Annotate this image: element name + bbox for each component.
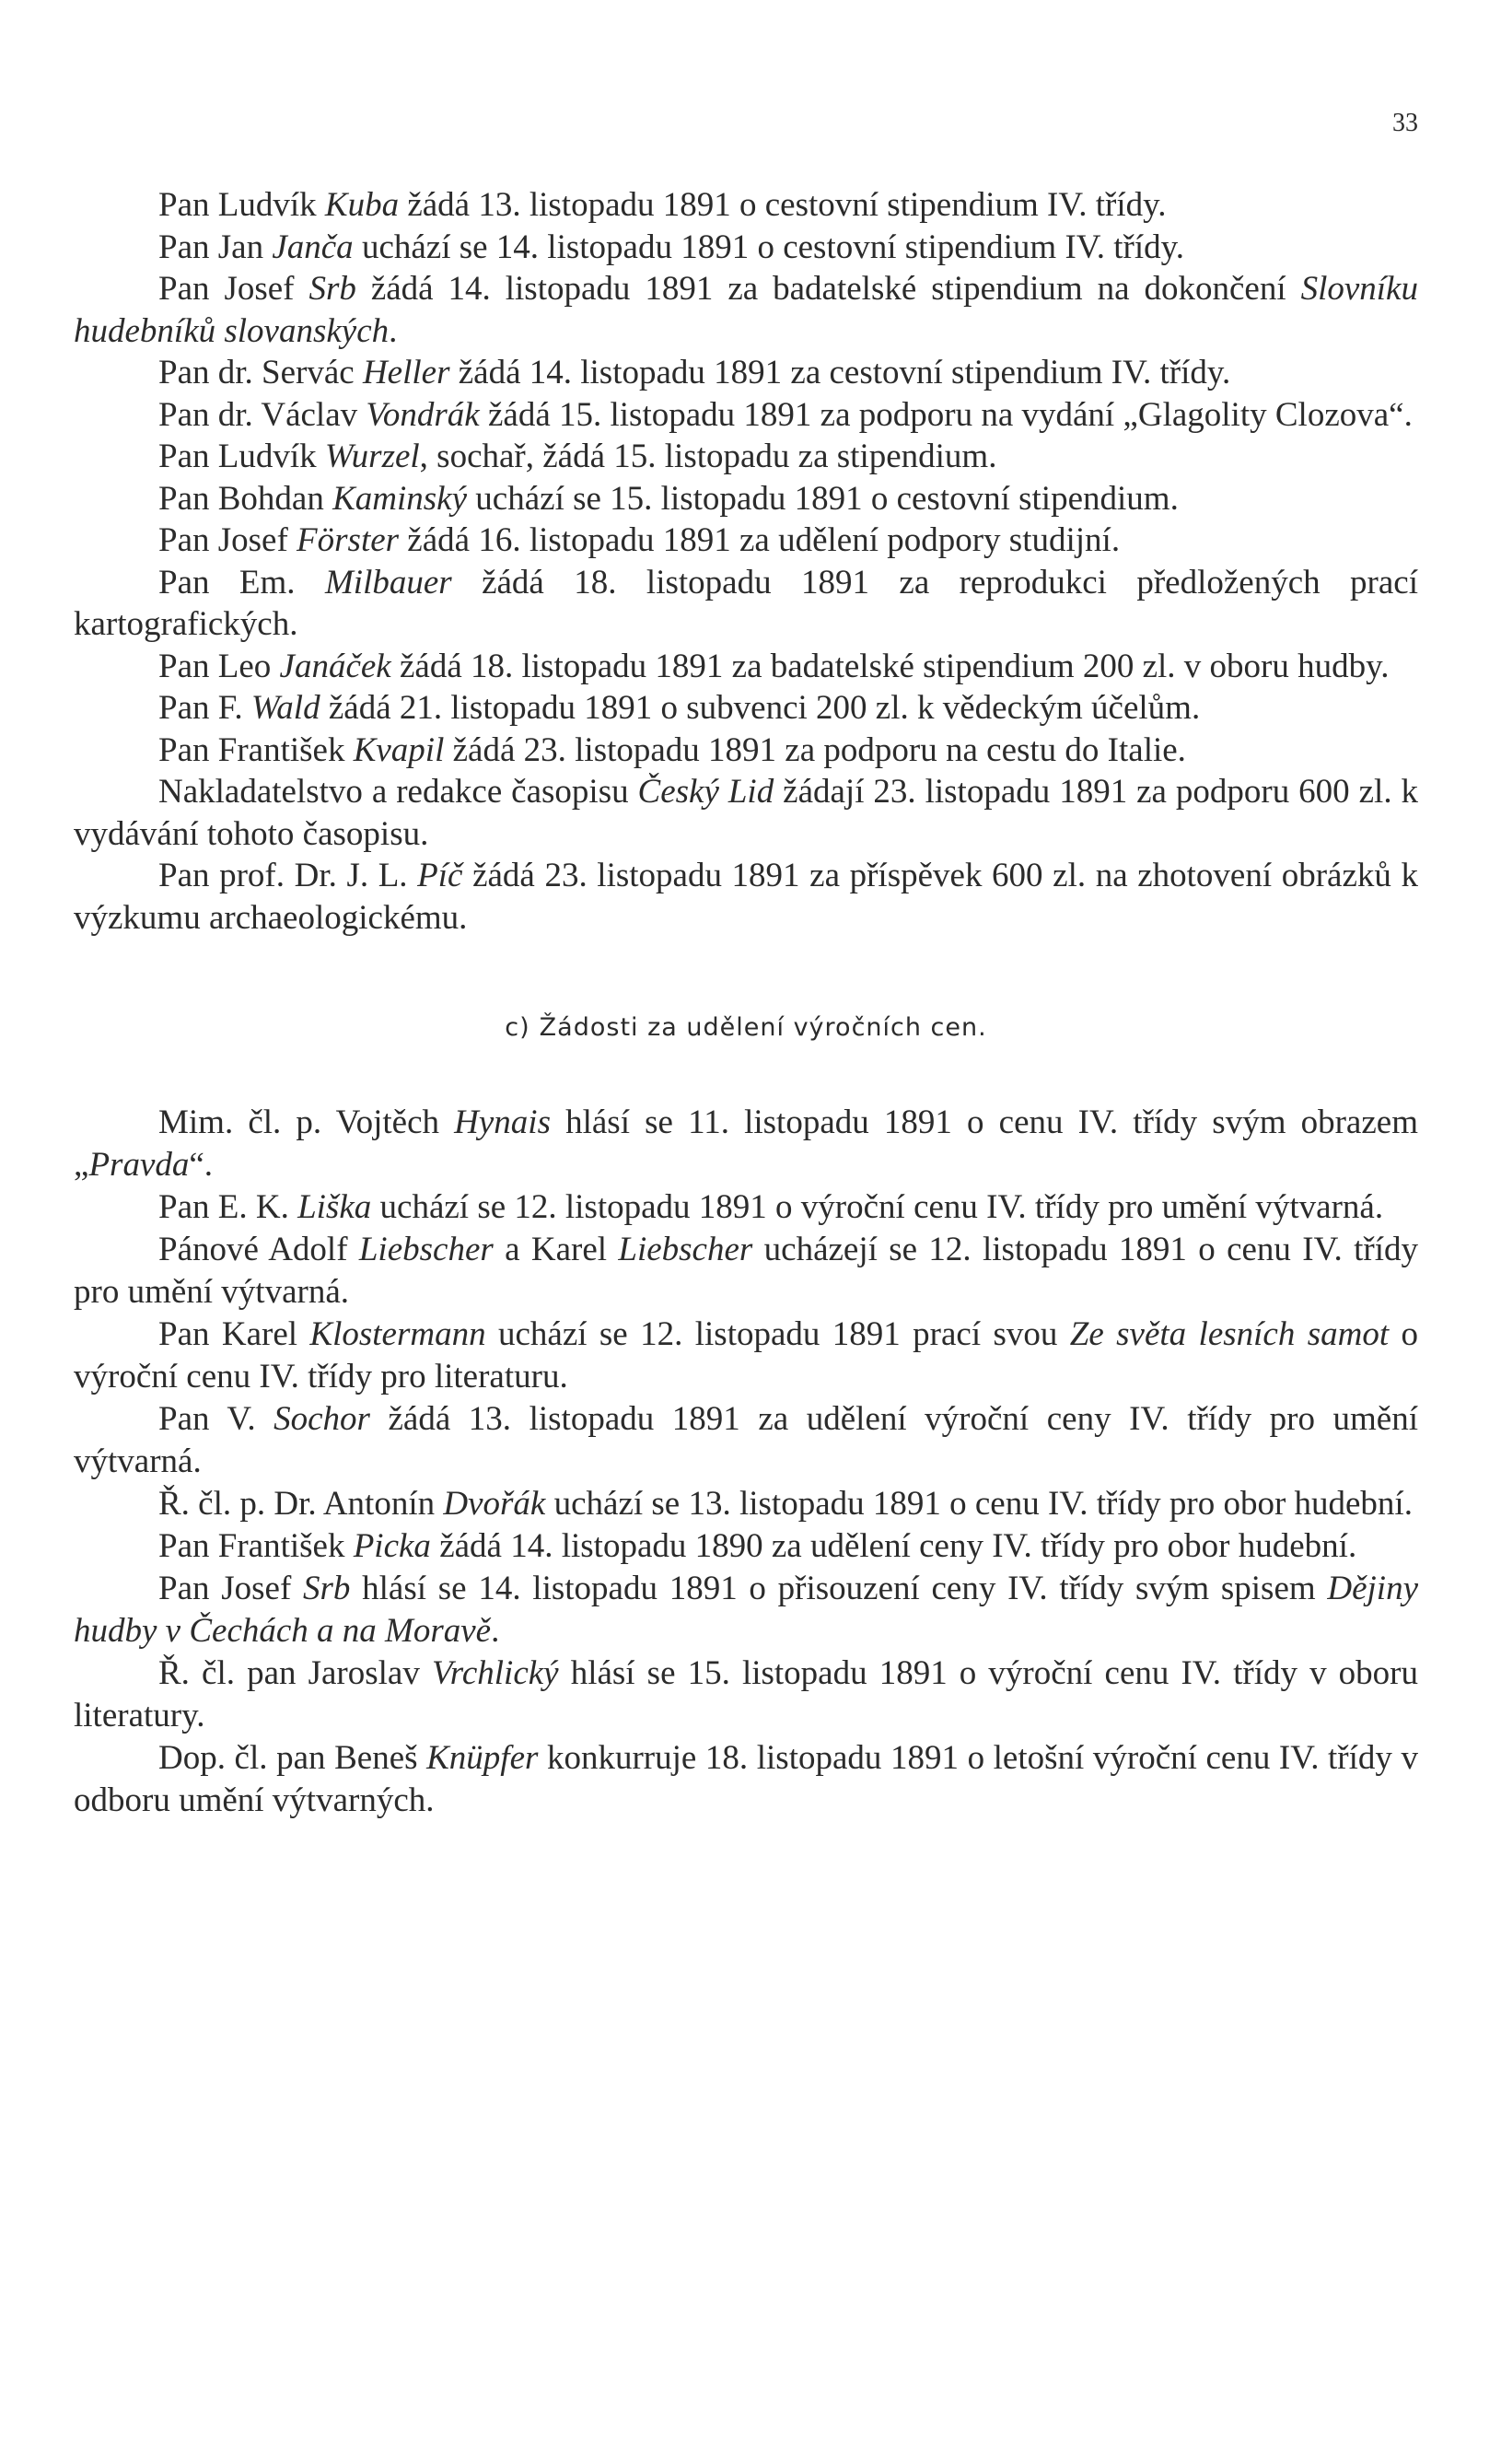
- entry-paragraph: [74, 436, 1418, 478]
- entry-name: Vrchlický: [431, 1654, 559, 1692]
- entry-paragraph: [74, 227, 1418, 269]
- entry-name: Janáček: [279, 647, 391, 685]
- section-title: Žádosti za udělení výročních cen.: [539, 1013, 987, 1042]
- entry-text: .: [389, 311, 398, 350]
- entry-name: Förster: [297, 521, 400, 559]
- entry-name: Liebscher: [358, 1231, 494, 1268]
- entry-name: Heller: [362, 354, 450, 391]
- entry-name: Srb: [308, 270, 356, 308]
- entry-paragraph: [74, 1186, 1418, 1229]
- entry-paragraph: [74, 646, 1418, 688]
- entry-paragraph: [74, 478, 1418, 520]
- entry-name: Wurzel: [324, 438, 420, 475]
- entry-text: Pan dr. Václav: [158, 395, 367, 434]
- entry-paragraph: [74, 1314, 1418, 1398]
- entry-name: Janča: [272, 228, 354, 266]
- entry-name: Kaminský: [332, 479, 468, 518]
- entry-text: žádá 13. listopadu 1891 o cestovní stipendium IV. třídy.: [399, 186, 1167, 224]
- entry-text: žádají 23. listopadu 1891 za podporu 600 zl. k vydávání tohoto časopisu.: [74, 773, 1419, 853]
- entry-text: Pan Leo: [158, 647, 280, 685]
- entry-text: Ř. čl. p. Dr. Antonín: [158, 1485, 444, 1523]
- entry-text: Pan Ludvík: [158, 438, 325, 475]
- entry-paragraph: [74, 520, 1418, 562]
- entry-paragraph: [74, 730, 1418, 772]
- section-prize-requests: [74, 1102, 1418, 1822]
- entry-text: uchází se 14. listopadu 1891 o cestovní stipendium IV. třídy.: [353, 228, 1184, 266]
- entry-text: Dop. čl. pan Beneš: [158, 1739, 427, 1777]
- entry-paragraph: [74, 1568, 1418, 1652]
- entry-text: žádá 23. listopadu 1891 za podporu na cestu do Italie.: [444, 730, 1186, 769]
- entry-text: hlásí se 14. listopadu 1891 o přisouzení ceny IV. třídy svým spisem: [350, 1570, 1328, 1607]
- entry-title: Ze světa lesních samot: [1069, 1315, 1390, 1353]
- entry-paragraph: [74, 1102, 1418, 1186]
- entry-text: .: [491, 1612, 500, 1650]
- entry-name: Picka: [353, 1527, 431, 1565]
- entry-title: Pravda: [88, 1146, 190, 1184]
- entry-text: Pan František: [158, 1527, 354, 1565]
- entry-text: Pan prof. Dr. J. L.: [158, 857, 418, 894]
- entry-text: Pan Josef: [158, 1570, 304, 1607]
- entry-text: o výroční cenu IV. třídy pro literaturu.: [74, 1315, 1419, 1395]
- entry-paragraph: [74, 1652, 1418, 1737]
- entry-title: Slovníku hudebníků slovanských: [74, 270, 1418, 350]
- entry-title: Dějiny hudby v Čechách a na Moravě: [74, 1570, 1418, 1650]
- entry-text: hlásí se 11. listopadu 1891 o cenu IV. třídy svým obrazem „: [74, 1104, 1418, 1184]
- entry-text: Pan Bohdan: [158, 479, 333, 518]
- page-number: 33: [1392, 109, 1418, 137]
- entry-name: Kvapil: [353, 730, 445, 769]
- entry-paragraph: [74, 855, 1418, 939]
- entry-paragraph: [74, 394, 1418, 437]
- entry-paragraph: [74, 562, 1418, 646]
- entry-text: a Karel: [493, 1231, 619, 1268]
- entry-text: Ř. čl. pan Jaroslav: [158, 1654, 432, 1692]
- entry-name: Píč: [417, 857, 463, 894]
- entry-name: Dvořák: [443, 1485, 546, 1523]
- entry-text: , sochař, žádá 15. listopadu za stipendium.: [419, 438, 997, 475]
- entry-paragraph: [74, 1398, 1418, 1483]
- section-heading: [74, 1013, 1418, 1042]
- section-stipend-requests: [74, 184, 1418, 939]
- entry-paragraph: [74, 268, 1418, 352]
- entry-text: žádá 21. listopadu 1891 o subvenci 200 zl. k vědeckým účelům.: [320, 689, 1201, 727]
- entry-text: hlásí se 15. listopadu 1891 o výroční cenu IV. třídy v oboru literatury.: [74, 1654, 1418, 1734]
- entry-name: Liška: [297, 1188, 372, 1226]
- entry-text: uchází se 12. listopadu 1891 o výroční cenu IV. třídy pro umění výtvarná.: [371, 1188, 1384, 1226]
- entry-paragraph: [74, 687, 1418, 730]
- entry-name: Kuba: [324, 186, 400, 224]
- entry-text: žádá 14. listopadu 1891 za badatelské stipendium na dokončení: [355, 270, 1301, 308]
- entry-text: Nakladatelstvo a redakce časopisu: [158, 773, 638, 811]
- entry-text: Pan Jan: [158, 228, 273, 266]
- entry-text: uchází se 12. listopadu 1891 prací svou: [485, 1315, 1070, 1353]
- entry-name: Srb: [303, 1570, 351, 1607]
- entry-paragraph: [74, 184, 1418, 227]
- entry-text: uchází se 15. listopadu 1891 o cestovní stipendium.: [467, 479, 1179, 518]
- entry-text: Pan V.: [158, 1400, 274, 1438]
- entry-text: uchází se 13. listopadu 1891 o cenu IV. třídy pro obor hudební.: [545, 1485, 1413, 1523]
- entry-text: Pan dr. Servác: [158, 354, 363, 391]
- entry-text: ucházejí se 12. listopadu 1891 o cenu IV. třídy pro umění výtvarná.: [74, 1231, 1418, 1311]
- entry-title: Liebscher: [618, 1231, 753, 1268]
- entry-text: žádá 18. listopadu 1891 za reprodukci předložených prací kartografických.: [74, 563, 1418, 643]
- entry-text: Pan F.: [158, 689, 251, 727]
- entry-paragraph: [74, 352, 1418, 394]
- entry-paragraph: [74, 1483, 1418, 1525]
- entry-name: Knüpfer: [426, 1739, 539, 1777]
- entry-paragraph: [74, 1229, 1418, 1314]
- section-marker: c): [505, 1013, 530, 1042]
- entry-name: Český Lid: [637, 773, 774, 811]
- entry-text: Pánové Adolf: [158, 1231, 359, 1268]
- entry-text: Pan Ludvík: [158, 186, 325, 224]
- entry-text: Mim. čl. p. Vojtěch: [158, 1104, 455, 1141]
- entry-paragraph: [74, 1737, 1418, 1822]
- entry-text: žádá 18. listopadu 1891 za badatelské stipendium 200 zl. v oboru hudby.: [390, 647, 1390, 685]
- entry-text: Pan Em.: [158, 563, 325, 601]
- entry-text: Pan Josef: [158, 270, 309, 308]
- entry-text: konkurruje 18. listopadu 1891 o letošní výroční cenu IV. třídy v odboru umění výtvarných.: [74, 1739, 1418, 1819]
- entry-text: žádá 14. listopadu 1891 za cestovní stipendium IV. třídy.: [449, 354, 1231, 391]
- entry-text: žádá 23. listopadu 1891 za příspěvek 600 zl. na zhotovení obrázků k výzkumu archaeologickému.: [74, 857, 1418, 937]
- entry-text: žádá 14. listopadu 1890 za udělení ceny IV. třídy pro obor hudební.: [430, 1527, 1357, 1565]
- entry-name: Sochor: [273, 1400, 370, 1438]
- entry-name: Hynais: [454, 1104, 551, 1141]
- entry-text: “.: [189, 1146, 214, 1184]
- entry-paragraph: [74, 771, 1418, 855]
- entry-paragraph: [74, 1525, 1418, 1568]
- entry-name: Milbauer: [324, 563, 452, 601]
- entry-text: Pan Josef: [158, 521, 297, 559]
- entry-text: žádá 15. listopadu 1891 za podporu na vydání „Glagolity Clozova“.: [479, 395, 1413, 434]
- entry-name: Vondrák: [366, 395, 480, 434]
- entry-text: Pan Karel: [158, 1315, 310, 1353]
- entry-text: žádá 13. listopadu 1891 za udělení výroční ceny IV. třídy pro umění výtvarná.: [74, 1400, 1418, 1480]
- entry-text: žádá 16. listopadu 1891 za udělení podpory studijní.: [399, 521, 1121, 559]
- entry-name: Wald: [250, 689, 320, 727]
- entry-text: Pan E. K.: [158, 1188, 298, 1226]
- page-content: [74, 184, 1418, 1822]
- entry-name: Klostermann: [309, 1315, 486, 1353]
- entry-text: Pan František: [158, 730, 354, 769]
